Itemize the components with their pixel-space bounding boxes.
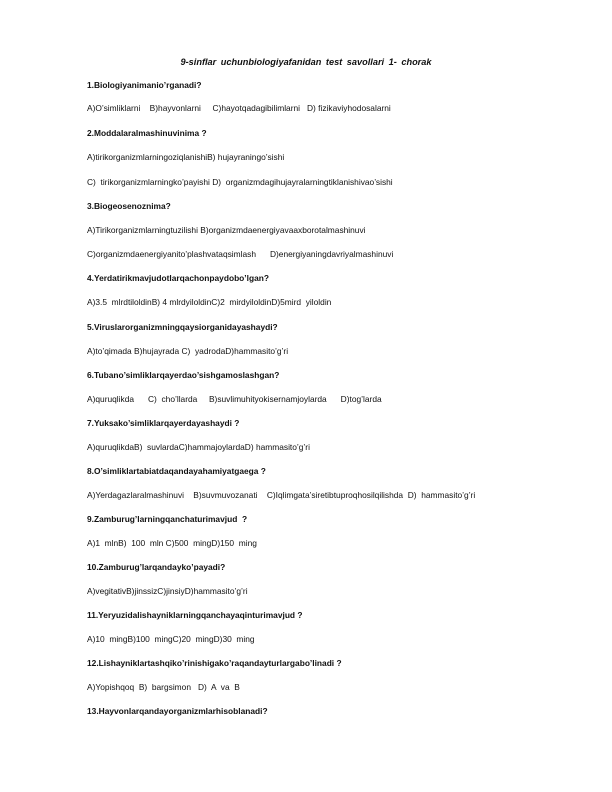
document-title: 9-sinflar uchunbiologiyafanidan test savollari 1- chorak — [180, 57, 432, 67]
answer-3a: A)Tirikorganizmlarningtuzilishi B)organizmdaenergiyavaaxborotalmashinuvi — [87, 225, 366, 235]
question-13: 13.Hayvonlarqandayorganizmlarhisoblanadi? — [87, 706, 268, 716]
answer-11: A)10 mingB)100 mingC)20 mingD)30 ming — [87, 634, 255, 644]
answer-7: A)quruqlikdaB) suvlardaC)hammajoylardaD) hammasito’g’ri — [87, 442, 310, 452]
answer-10: A)vegitativB)jinssizC)jinsiyD)hammasito’g’ri — [87, 586, 248, 596]
answer-3b: C)organizmdaenergiyanito’plashvataqsimlash D)energiyaningdavriyalmashinuvi — [87, 249, 394, 259]
question-6: 6.Tubano’simliklarqayerdao’sishgamoslashgan? — [87, 370, 280, 380]
answer-1: A)O’simliklarni B)hayvonlarni C)hayotqadagibilimlarni D) fizikaviyhodosalarni — [87, 103, 391, 113]
answer-12: A)Yopishqoq B) bargsimon D) A va B — [87, 682, 240, 692]
question-5: 5.Viruslarorganizmningqaysiorganidayashaydi? — [87, 322, 278, 332]
question-10: 10.Zamburug’larqandayko’payadi? — [87, 562, 226, 572]
answer-4: A)3.5 mlrdtiloldinB) 4 mlrdyiloldinC)2 mirdyiloldinD)5mird yiloldin — [87, 297, 332, 307]
answer-5: A)to’qimada B)hujayrada C) yadrodaD)hammasito’g’ri — [87, 346, 289, 356]
answer-8: A)Yerdagazlaralmashinuvi B)suvmuvozanati C)Iqlimgata’siretibtuproqhosilqilishda D) hammasito’g’ri — [87, 490, 476, 500]
question-7: 7.Yuksako’simliklarqayerdayashaydi ? — [87, 418, 240, 428]
question-11: 11.Yeryuzidalishayniklarningqanchayaqinturimavjud ? — [87, 610, 303, 620]
question-1: 1.Biologiyanimanio’rganadi? — [87, 80, 202, 90]
question-2: 2.Moddalaralmashinuvinima ? — [87, 128, 207, 138]
question-9: 9.Zamburug’larningqanchaturimavjud ? — [87, 514, 248, 524]
answer-6: A)quruqlikda C) cho’llarda B)suvlimuhityokisernamjoylarda D)tog’larda — [87, 394, 382, 404]
question-4: 4.Yerdatirikmavjudotlarqachonpaydobo’lgan? — [87, 273, 269, 283]
question-3: 3.Biogeosenoznima? — [87, 201, 171, 211]
answer-2b: C) tirikorganizmlarningko’payishi D) organizmdagihujayralarningtiklanishivao’sishi — [87, 177, 393, 187]
answer-9: A)1 mlnB) 100 mln C)500 mingD)150 ming — [87, 538, 257, 548]
question-12: 12.Lishayniklartashqiko’rinishigako’raqandayturlargabo’linadi ? — [87, 658, 342, 668]
question-8: 8.O’simliklartabiatdaqandayahamiyatgaega ? — [87, 466, 266, 476]
answer-2a: A)tirikorganizmlarningoziqlanishiB) hujayraningo’sishi — [87, 152, 285, 162]
